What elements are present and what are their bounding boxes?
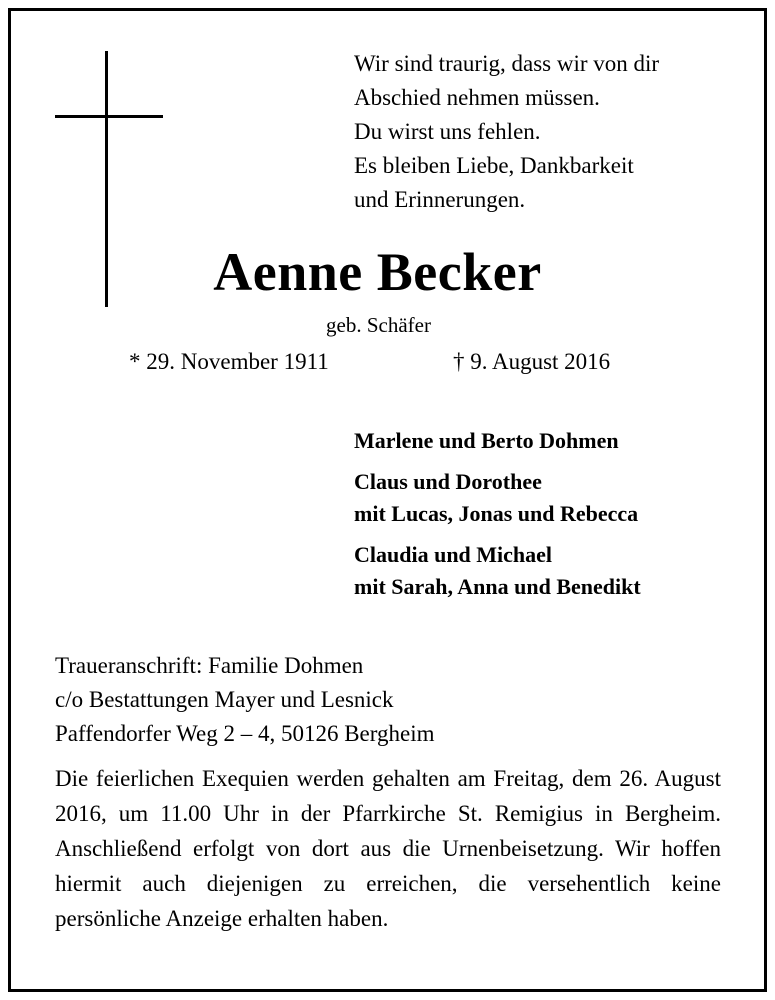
poem (354, 47, 659, 217)
deceased-name-row (11, 241, 764, 303)
maiden-name-row (11, 313, 764, 338)
poem-line: Du wirst uns fehlen. (354, 119, 541, 144)
mourner-group (354, 466, 641, 530)
mourner-line: Claus und Dorothee (354, 469, 542, 494)
death-date: † 9. August 2016 (453, 349, 611, 374)
mourner-line: Claudia und Michael (354, 542, 553, 567)
poem-line: und Erinnerungen. (354, 187, 526, 212)
address-line: Traueranschrift: Familie Dohmen (55, 653, 364, 678)
service-text: Die feierlichen Exequien werden gehalten am Freitag, dem 26. August 2016, um 11.00 Uhr in der Pfarrkirche St. Remigius in Bergheim. Anschließend erfolgt von dort aus die Urnenbeisetzung. Wir hoffen hiermit auch diejenigen zu erreichen, die versehentlich keine persönliche Anzeige erhalten haben. (55, 766, 721, 931)
mourner-line: Marlene und Berto Dohmen (354, 428, 619, 453)
mourner-group (354, 425, 641, 457)
maiden-name: geb. Schäfer (326, 313, 431, 337)
mourner-line: mit Lucas, Jonas und Rebecca (354, 501, 639, 526)
mourners (354, 425, 641, 612)
deceased-name: Aenne Becker (213, 242, 542, 302)
poem-line: Wir sind traurig, dass wir von dir (354, 51, 660, 76)
mourner-line: mit Sarah, Anna und Benedikt (354, 574, 641, 599)
poem-line: Es bleiben Liebe, Dankbarkeit (354, 153, 634, 178)
mourner-group (354, 539, 641, 603)
mourning-address (55, 649, 435, 751)
obituary-notice (8, 8, 767, 992)
address-line: c/o Bestattungen Mayer und Lesnick (55, 687, 394, 712)
address-line: Paffendorfer Weg 2 – 4, 50126 Bergheim (55, 721, 435, 746)
poem-line: Abschied nehmen müssen. (354, 85, 600, 110)
birth-date: * 29. November 1911 (129, 349, 329, 374)
